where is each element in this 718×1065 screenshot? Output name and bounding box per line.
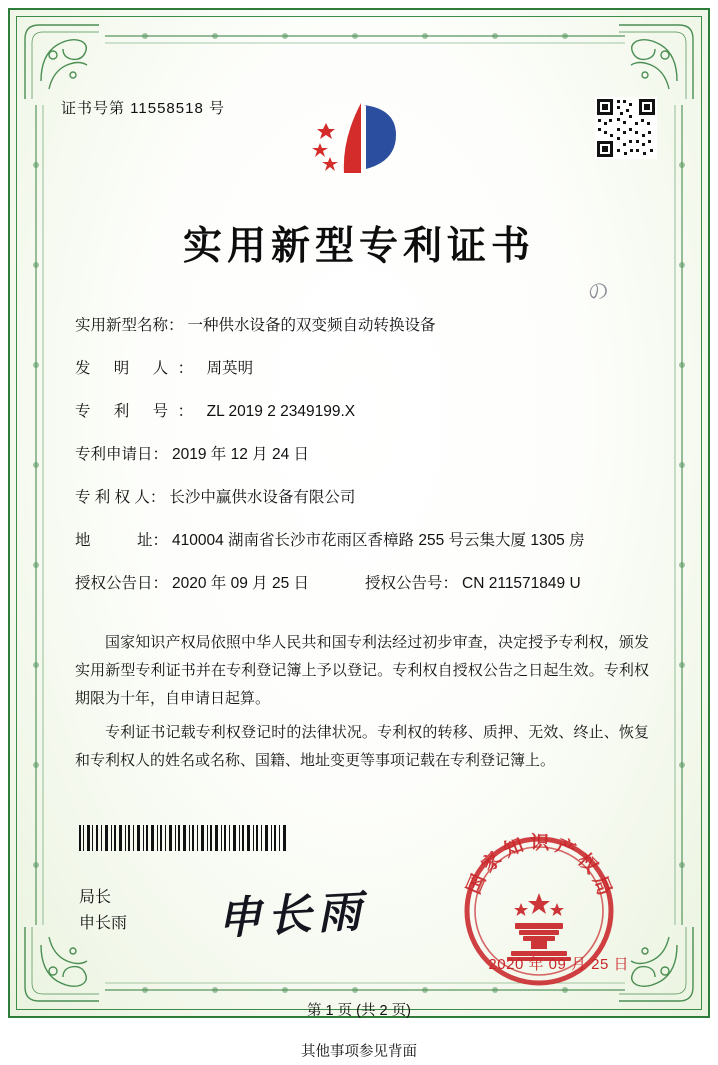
signature-block: [79, 885, 127, 937]
legal-text: [75, 629, 649, 781]
back-side-note: 其他事项参见背面: [301, 1044, 417, 1060]
field-row-grant: [75, 571, 651, 593]
seal-date: 2020 年 09 月 25 日: [488, 956, 629, 973]
field-row-patent-number: [75, 399, 651, 421]
field-label-inventor: 发 明 人：: [75, 360, 203, 377]
field-value-grant-number: CN 211571849 U: [462, 575, 581, 592]
handwritten-signature: 申长雨: [216, 887, 369, 944]
signature-role-label: 局长: [79, 889, 112, 906]
field-row-inventor: [75, 356, 651, 378]
field-label-utility-model-name: 实用新型名称：: [75, 317, 184, 334]
grant-number-group: [365, 571, 581, 593]
field-value-grant-date: 2020 年 09 月 25 日: [172, 575, 310, 592]
field-row-name: [75, 313, 651, 335]
field-value-patentee: 长沙中赢供水设备有限公司: [169, 489, 356, 506]
field-value-inventor: 周英明: [206, 360, 254, 377]
barcode: [79, 825, 289, 851]
ornament-edge-top: [105, 21, 625, 51]
field-label-grant-number: 授权公告号：: [365, 575, 459, 592]
field-label-address: 地 址：: [75, 532, 169, 549]
paragraph-1: 国家知识产权局依照中华人民共和国专利法经过初步审查，决定授予专利权，颁发实用新型专利证书并在专利登记簿上予以登记。专利权自授权公告之日起生效。专利权期限为十年，自申请日起算。: [75, 634, 649, 707]
field-value-patent-number: ZL 2019 2 2349199.X: [206, 403, 356, 420]
ornament-corner-top-left: [19, 19, 105, 105]
field-label-application-date: 专利申请日：: [75, 446, 169, 463]
field-value-application-date: 2019 年 12 月 24 日: [172, 446, 310, 463]
paragraph-2: 专利证书记载专利权登记时的法律状况。专利权的转移、质押、无效、终止、恢复和专利权人的姓名或名称、国籍、地址变更等事项记载在专利登记簿上。: [75, 724, 649, 769]
field-row-application-date: [75, 442, 651, 464]
patent-certificate: [8, 8, 710, 1018]
field-label-patentee: 专 利 权 人：: [75, 489, 166, 506]
certificate-number: 证书号第 11558518 号: [61, 100, 225, 117]
page-number: 第 1 页 (共 2 页): [307, 1003, 411, 1019]
field-label-grant-date: 授权公告日：: [75, 575, 169, 592]
page-title: 实用新型专利证书: [182, 225, 535, 268]
cnipa-logo-icon: [304, 95, 414, 187]
field-label-patent-number: 专 利 号：: [75, 403, 203, 420]
field-row-patentee: [75, 485, 651, 507]
signature-name-label: 申长雨: [79, 915, 128, 932]
field-list: [75, 313, 651, 614]
field-value-address: 410004 湖南省长沙市花雨区香樟路 255 号云集大厦 1305 房: [172, 532, 585, 549]
handwritten-mark: の: [584, 276, 612, 307]
qr-code: [595, 97, 657, 159]
ornament-corner-top-right: [613, 19, 699, 105]
certificate-border-inner: [16, 16, 702, 1019]
svg-text:国 家 知 识 产 权 局: 国 家 知 识 产 权 局: [463, 832, 615, 899]
field-row-address: [75, 528, 651, 550]
field-value-utility-model-name: 一种供水设备的双变频自动转换设备: [187, 317, 436, 334]
